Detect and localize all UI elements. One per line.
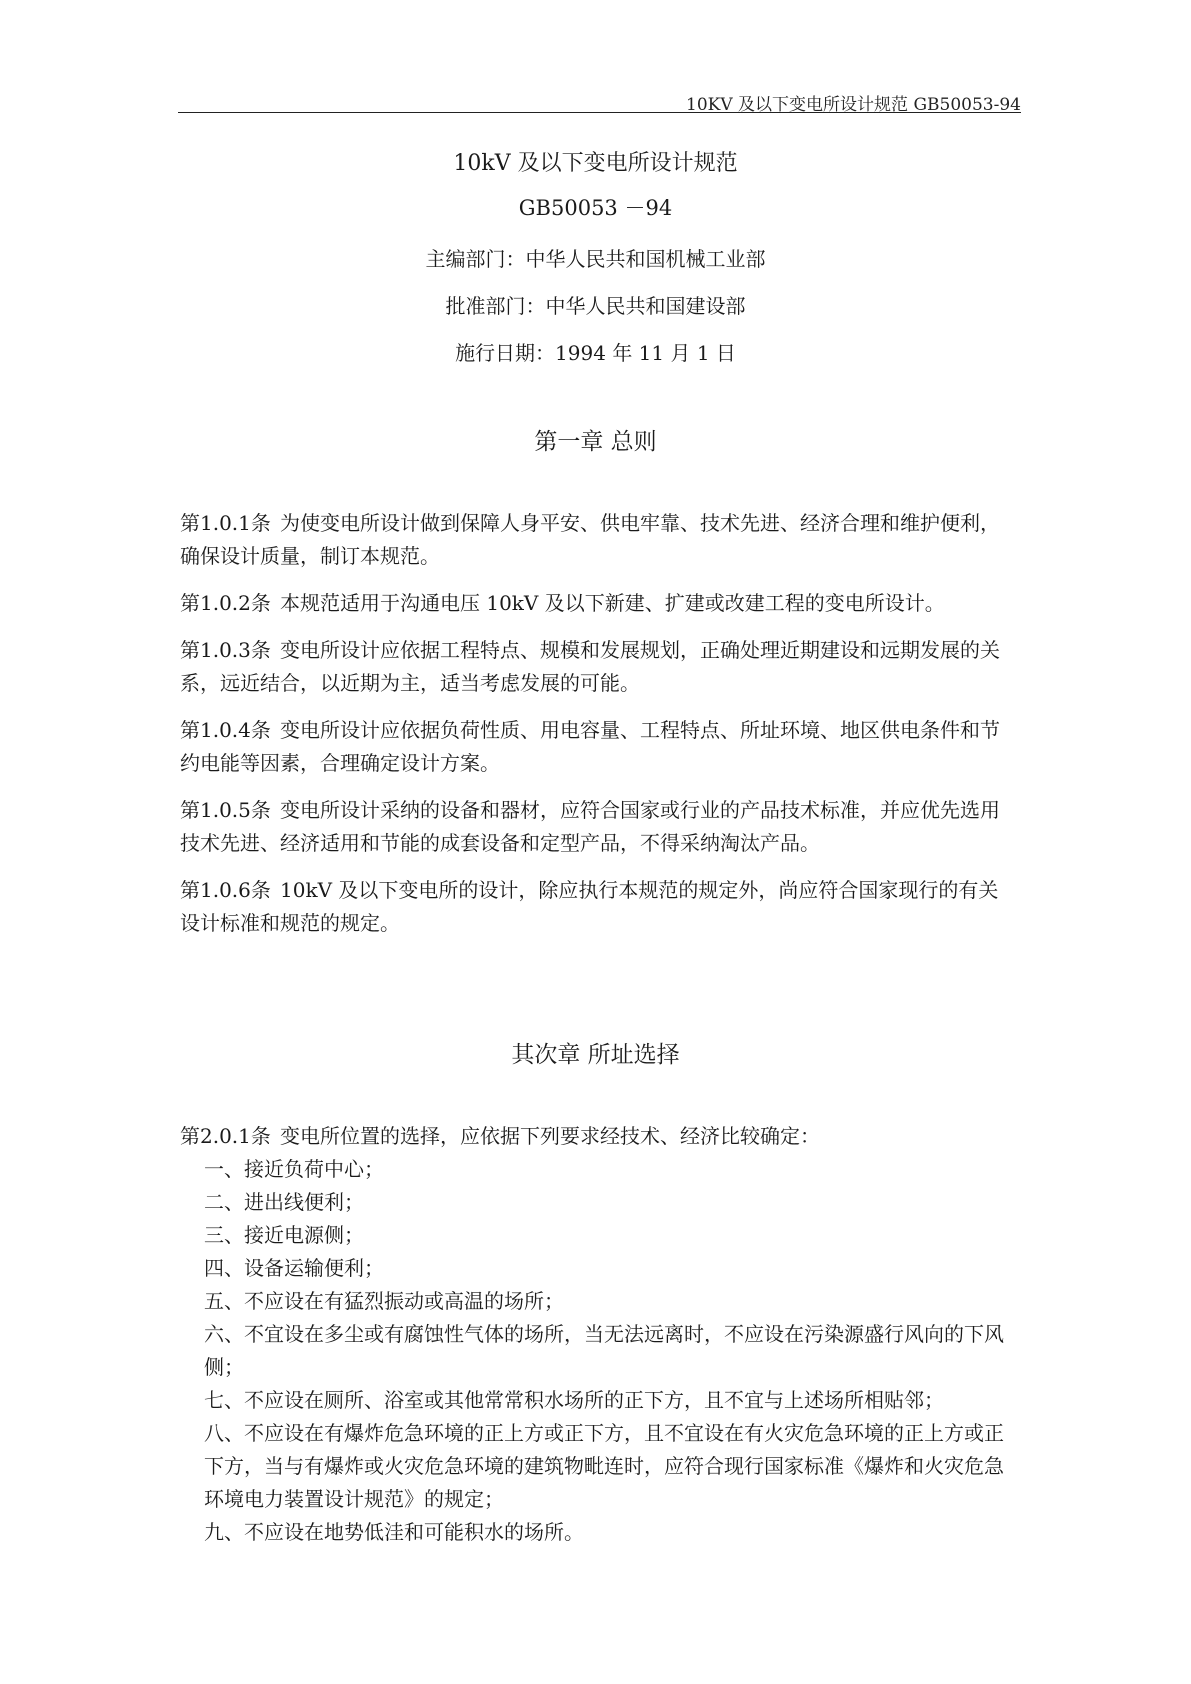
chapter-1-heading: 第一章 总则: [534, 429, 657, 455]
article-text: 为使变电所设计做到保障人身平安、供电牢靠、技术先进、经济合理和维护便利，确保设计质量，制订本规范。: [180, 511, 1000, 568]
article-number: 第2.0.1条: [180, 1124, 271, 1148]
article: [180, 1120, 1018, 1153]
list-item: 二、进出线便利；: [204, 1190, 364, 1214]
chapter-2-heading: 其次章 所址选择: [511, 1042, 680, 1068]
article-text: 变电所设计应依据工程特点、规模和发展规划，正确处理近期建设和远期发展的关系，远近结合，以近期为主，适当考虑发展的可能。: [180, 638, 1000, 695]
article-number: 第1.0.2条: [180, 591, 271, 615]
article: [180, 587, 1018, 620]
article: [180, 794, 1018, 860]
list-item: 五、不应设在有猛烈振动或高温的场所；: [204, 1289, 564, 1313]
list-item: 四、设备运输便利；: [204, 1256, 384, 1280]
document-title: 10kV 及以下变电所设计规范: [453, 151, 738, 176]
article: [180, 634, 1018, 700]
article: [180, 507, 1018, 573]
article-number: 第1.0.5条: [180, 798, 271, 822]
chapter-1-body: [180, 507, 1018, 954]
article-text: 10kV 及以下变电所的设计，除应执行本规范的规定外，尚应符合国家现行的有关设计标准和规范的规定。: [180, 878, 999, 935]
article: [180, 874, 1018, 940]
article-number: 第1.0.3条: [180, 638, 271, 662]
article-number: 第1.0.1条: [180, 511, 271, 535]
chapter-2-body: [180, 1120, 1018, 1549]
article-text: 变电所设计采纳的设备和器材，应符合国家或行业的产品技术标准，并应优先选用技术先进、经济适用和节能的成套设备和定型产品，不得采纳淘汰产品。: [180, 798, 1000, 855]
running-header: 10KV 及以下变电所设计规范 GB50053-94: [686, 95, 1021, 115]
article-number: 第1.0.6条: [180, 878, 271, 902]
standard-code: GB50053 －94: [518, 196, 673, 220]
approver-department: 批准部门：中华人民共和国建设部: [445, 294, 746, 318]
list-item: 一、接近负荷中心；: [204, 1157, 384, 1181]
article-text: 本规范适用于沟通电压 10kV 及以下新建、扩建或改建工程的变电所设计。: [280, 591, 945, 615]
article-text: 变电所位置的选择，应依据下列要求经技术、经济比较确定：: [280, 1124, 820, 1148]
editor-department: 主编部门：中华人民共和国机械工业部: [425, 247, 766, 271]
header-divider: [178, 112, 1021, 113]
article-number: 第1.0.4条: [180, 718, 271, 742]
list-item: 六、不宜设在多尘或有腐蚀性气体的场所，当无法远离时，不应设在污染源盛行风向的下风侧；: [204, 1322, 1004, 1379]
article: [180, 714, 1018, 780]
effective-date: 施行日期：1994 年 11 月 1 日: [455, 341, 736, 365]
list-item: 九、不应设在地势低洼和可能积水的场所。: [204, 1520, 584, 1544]
list-item: 三、接近电源侧；: [204, 1223, 364, 1247]
list-item: 七、不应设在厕所、浴室或其他常常积水场所的正下方，且不宜与上述场所相贴邻；: [204, 1388, 944, 1412]
list-item: 八、不应设在有爆炸危急环境的正上方或正下方，且不宜设在有火灾危急环境的正上方或正下方，当与有爆炸或火灾危急环境的建筑物毗连时，应符合现行国家标准《爆炸和火灾危急环境电力装置设计规范》的规定；: [204, 1421, 1004, 1511]
article-text: 变电所设计应依据负荷性质、用电容量、工程特点、所址环境、地区供电条件和节约电能等因素，合理确定设计方案。: [180, 718, 1000, 775]
